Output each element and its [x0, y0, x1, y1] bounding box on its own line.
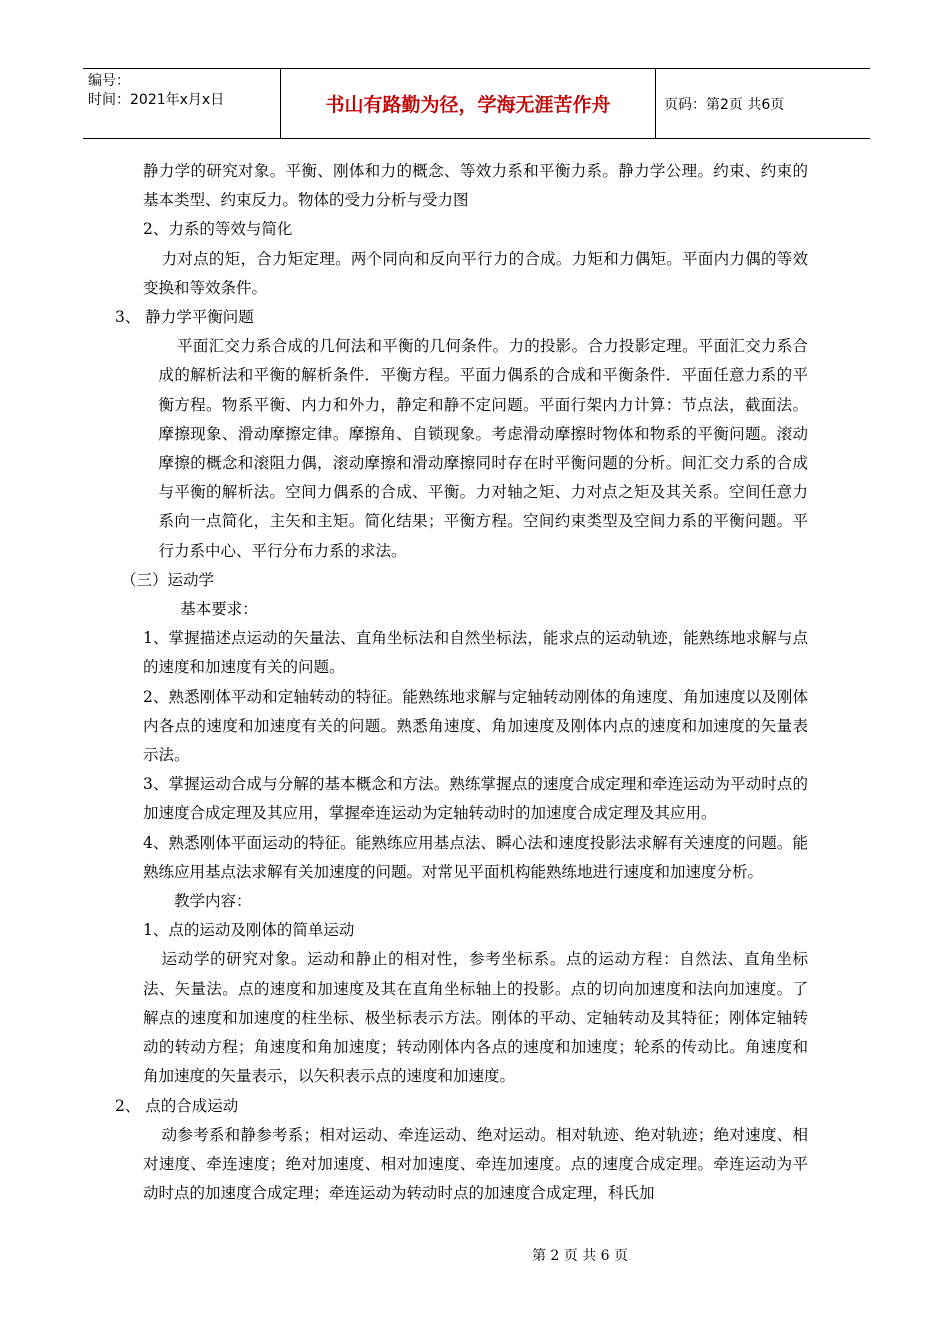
time-label: 时间：2021年x月x日	[88, 92, 225, 108]
page-footer	[0, 1245, 950, 1265]
requirement-item-4: 4、熟悉刚体平面运动的特征。能熟练应用基点法、瞬心法和速度投影法求解有关速度的问题。能熟练应用基点法求解有关加速度的问题。对常见平面机构能熟练地进行速度和加速度分析。	[143, 833, 808, 881]
header-page-code: 页码：第2页 共6页	[664, 96, 785, 113]
heading-composite-motion: 2、 点的合成运动	[115, 1096, 239, 1115]
heading-kinematics: （三）运动学	[121, 570, 215, 589]
header-meta	[83, 69, 281, 138]
requirement-item-3: 3、掌握运动合成与分解的基本概念和方法。熟练掌握点的速度合成定理和牵连运动为平动时点的加速度合成定理及其应用，掌握牵连运动为定轴转动时的加速度合成定理及其应用。	[143, 775, 808, 823]
heading-force-system: 2、力系的等效与简化	[143, 220, 293, 239]
requirement-item-1: 1、掌握描述点运动的矢量法、直角坐标法和自然坐标法，能求点的运动轨迹，能熟练地求解与点的速度和加速度有关的问题。	[143, 629, 808, 677]
paragraph-force-system: 力对点的矩，合力矩定理。两个同向和反向平行力的合成。力矩和力偶矩。平面内力偶的等效变换和等效条件。	[143, 249, 808, 297]
label-teaching-content: 教学内容：	[174, 892, 252, 911]
footer-page-number: 第 2 页 共 6 页	[531, 1248, 629, 1264]
document-body	[115, 157, 808, 1208]
paragraph-composite-motion: 动参考系和静参考系；相对运动、牵连运动、绝对运动。相对轨迹、绝对轨迹；绝对速度、相对速度、牵连速度；绝对加速度、相对加速度、牵连加速度。点的速度合成定理。牵连运动为平动时点的加速度合成定理；牵连运动为转动时点的加速度合成定理，科氏加	[143, 1125, 808, 1203]
page-header	[83, 68, 870, 139]
heading-point-motion: 1、点的运动及刚体的简单运动	[143, 921, 355, 940]
paragraph-statics-intro: 静力学的研究对象。平衡、刚体和力的概念、等效力系和平衡力系。静力学公理。约束、约束的基本类型、约束反力。物体的受力分析与受力图	[143, 162, 808, 210]
paragraph-point-motion: 运动学的研究对象。运动和静止的相对性，参考坐标系。点的运动方程：自然法、直角坐标法、矢量法。点的速度和加速度及其在直角坐标轴上的投影。点的切向加速度和法向加速度。了解点的速度和加速度的柱坐标、极坐标表示方法。刚体的平动、定轴转动及其特征；刚体定轴转动的转动方程；角速度和角加速度；转动刚体内各点的速度和加速度；轮系的传动比。角速度和角加速度的矢量表示，以矢积表示点的速度和加速度。	[143, 950, 808, 1086]
requirement-item-2: 2、熟悉刚体平动和定轴转动的特征。能熟练地求解与定轴转动刚体的角速度、角加速度以及刚体内各点的速度和加速度有关的问题。熟悉角速度、角加速度及刚体内点的速度和加速度的矢量表示法。	[143, 687, 808, 765]
label-basic-requirements: 基本要求：	[180, 600, 258, 619]
header-motto: 书山有路勤为径，学海无涯苦作舟	[281, 69, 656, 138]
heading-statics-equilibrium: 3、 静力学平衡问题	[115, 308, 254, 327]
paragraph-statics-equilibrium: 平面汇交力系合成的几何法和平衡的几何条件。力的投影。合力投影定理。平面汇交力系合成的解析法和平衡的解析条件．平衡方程。平面力偶系的合成和平衡条件．平面任意力系的平衡方程。物系平衡、内力和外力，静定和静不定问题。平面行架内力计算：节点法，截面法。摩擦现象、滑动摩擦定律。摩擦角、自锁现象。考虑滑动摩擦时物体和物系的平衡问题。滚动摩擦的概念和滚阻力偶，滚动摩擦和滑动摩擦同时存在时平衡问题的分析。间汇交力系的合成与平衡的解析法。空间力偶系的合成、平衡。力对轴之矩、力对点之矩及其关系。空间任意力系向一点简化，主矢和主矩。简化结果；平衡方程。空间约束类型及空间力系的平衡问题。平行力系中心、平行分布力系的求法。	[158, 337, 808, 560]
number-label: 编号：	[88, 73, 130, 89]
